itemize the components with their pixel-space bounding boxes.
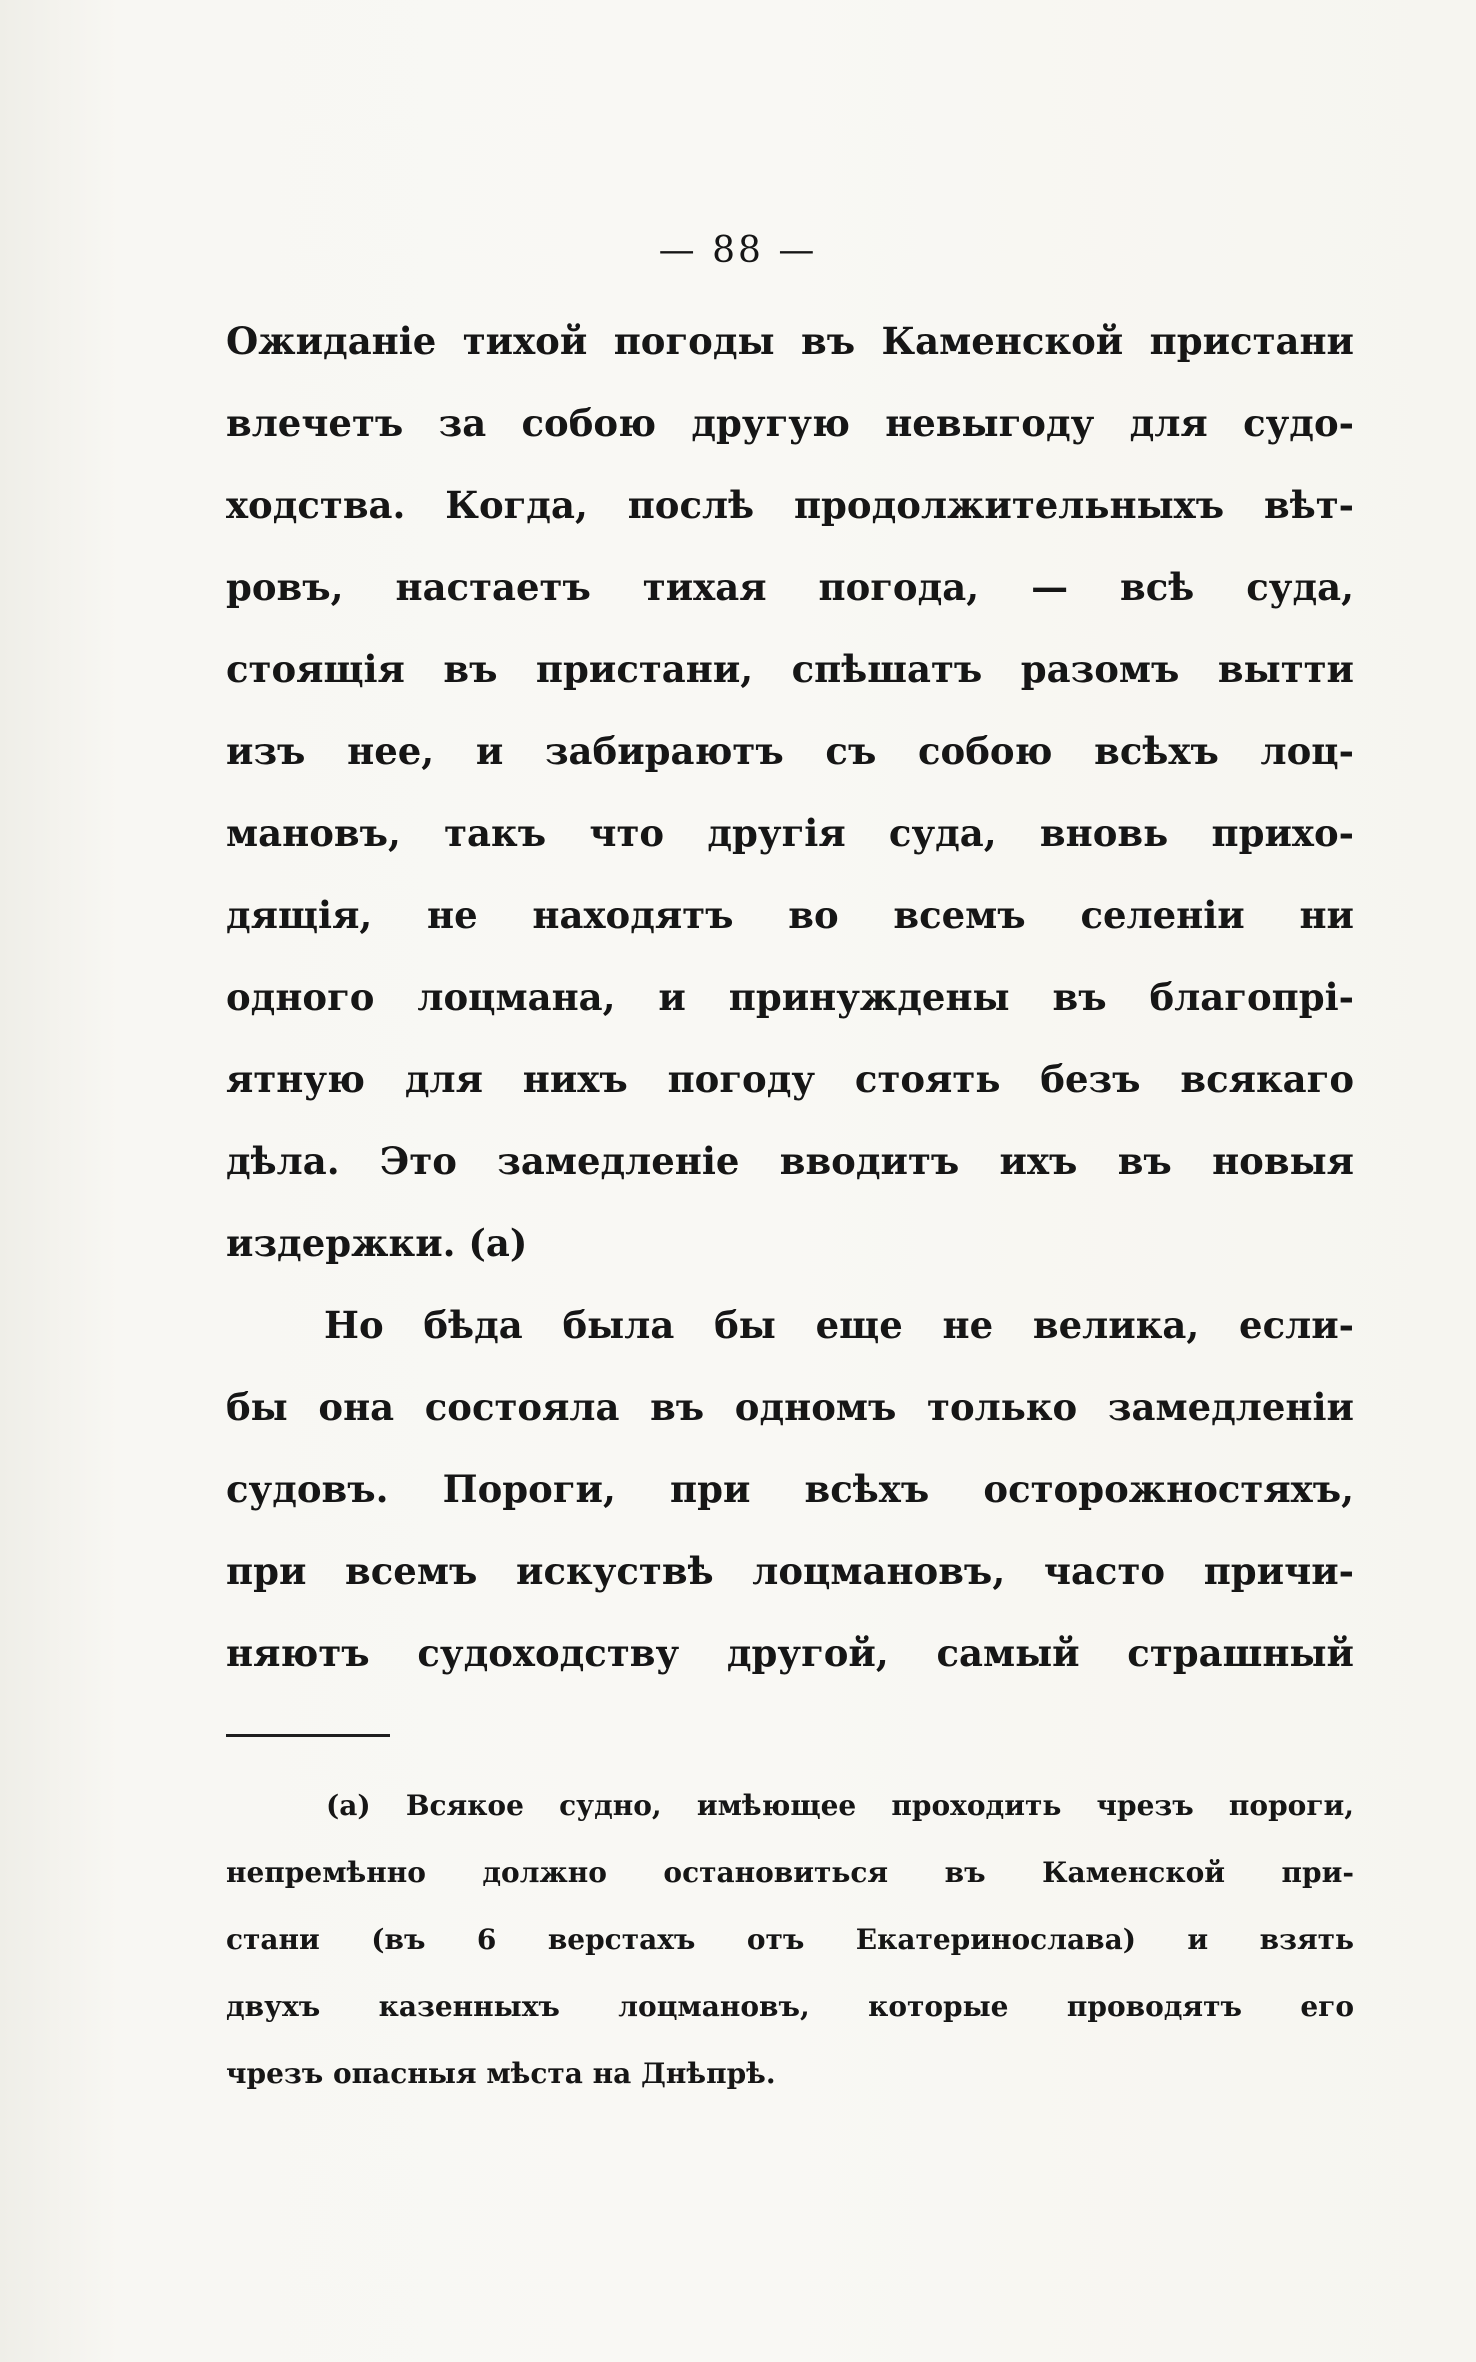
text-line: ходства. Когда, послѣ продолжительныхъ вѣт-: [226, 483, 1354, 527]
text-line: бы она состояла въ одномъ только замедленіи: [226, 1385, 1354, 1429]
text-line: дящія, не находятъ во всемъ селеніи ни: [226, 893, 1354, 937]
footnote-line: (а) Всякое судно, имѣющее проходить чрезъ пороги,: [326, 1789, 1354, 1822]
text-line: ровъ, настаетъ тихая погода, — всѣ суда,: [226, 565, 1354, 609]
page-number: — 88 —: [658, 230, 818, 271]
text-line: стоящія въ пристани, спѣшатъ разомъ вытти: [226, 647, 1354, 691]
text-line: дѣла. Это замедленіе вводитъ ихъ въ новыя: [226, 1139, 1354, 1183]
footnote-line: чрезъ опасныя мѣста на Днѣпрѣ.: [226, 2057, 776, 2090]
text-line: Ожиданіе тихой погоды въ Каменской пристани: [226, 319, 1354, 363]
body-text: [226, 300, 1354, 1694]
text-line: ятную для нихъ погоду стоять безъ всякаго: [226, 1057, 1354, 1101]
footnote-line: стани (въ 6 верстахъ отъ Екатеринослава) и взять: [226, 1923, 1354, 1956]
text-line: влечетъ за собою другую невыгоду для судо-: [226, 401, 1354, 445]
text-line-paragraph-end: издержки. (а): [226, 1221, 528, 1265]
text-line: одного лоцмана, и принуждены въ благопрі-: [226, 975, 1354, 1019]
footnote-line: двухъ казенныхъ лоцмановъ, которые проводятъ его: [226, 1990, 1354, 2023]
text-line: мановъ, такъ что другія суда, вновь прихо-: [226, 811, 1354, 855]
text-line: изъ нее, и забираютъ съ собою всѣхъ лоц-: [226, 729, 1354, 773]
footnote: [226, 1772, 1354, 2107]
text-line: няютъ судоходству другой, самый страшный: [226, 1631, 1354, 1675]
footnote-line: непремѣнно должно остановиться въ Каменской при-: [226, 1856, 1354, 1889]
footnote-divider: [226, 1734, 390, 1737]
text-line-paragraph-start: Но бѣда была бы еще не велика, если-: [324, 1303, 1354, 1347]
text-line: при всемъ искуствѣ лоцмановъ, часто причи-: [226, 1549, 1354, 1593]
text-line: судовъ. Пороги, при всѣхъ осторожностяхъ,: [226, 1467, 1354, 1511]
